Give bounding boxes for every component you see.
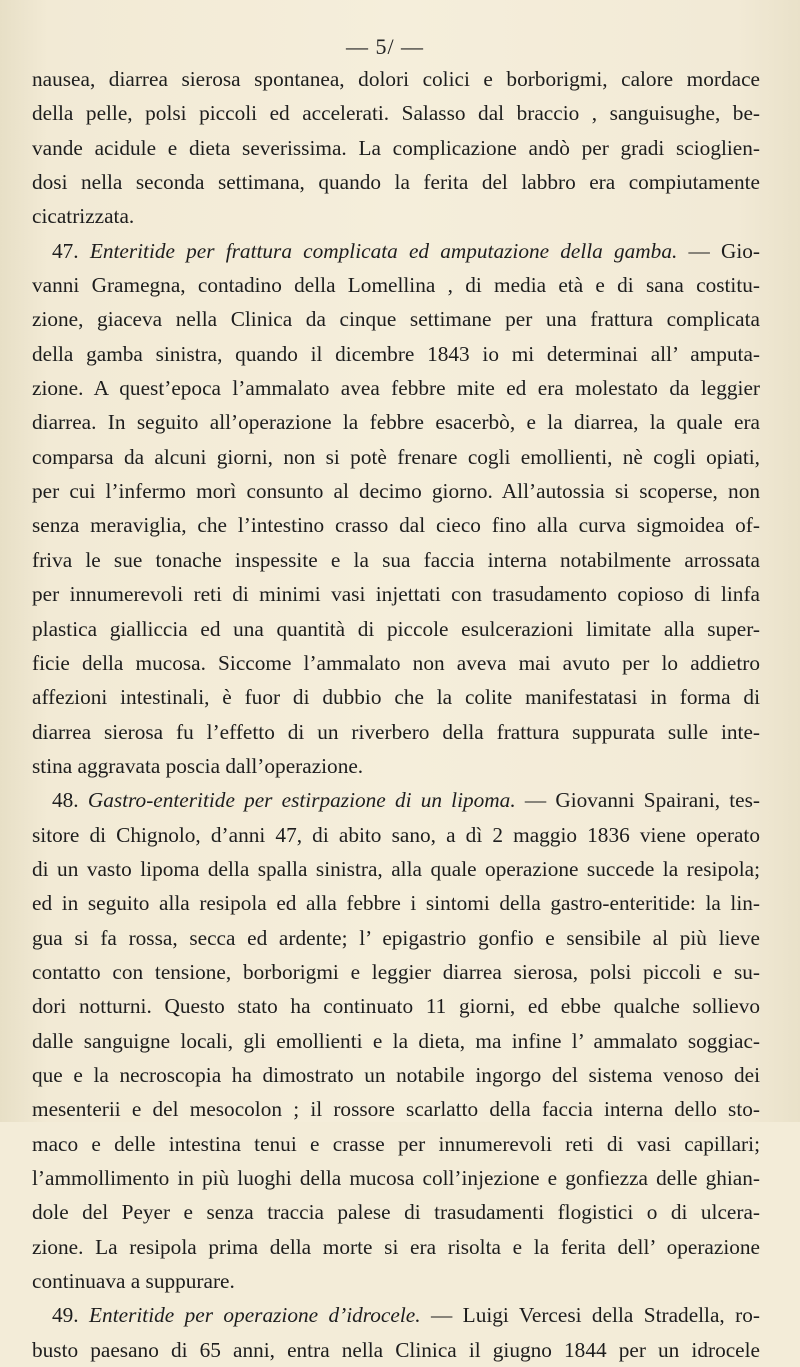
- text-line: zione. A quest’epoca l’ammalato avea febbre mite ed era molestato da leggier: [32, 376, 760, 401]
- text-fragment: — Luigi Vercesi della Stradella, ro-: [430, 1303, 760, 1328]
- section-48-heading-line: [32, 783, 760, 817]
- text-line: per innumerevoli reti di minimi vasi injettati con trasudamento copioso di linfa: [32, 582, 760, 607]
- text-line: comparsa da alcuni giorni, non si potè frenare cogli emollienti, nè cogli opiati,: [32, 444, 760, 469]
- text-line: per cui l’infermo morì consunto al decimo giorno. All’autossia si scoperse, non: [32, 479, 760, 504]
- body-text: [32, 62, 760, 1367]
- text-line: cicatrizzata.: [32, 204, 135, 229]
- text-fragment: — Giovanni Spairani, tes-: [524, 788, 760, 813]
- text-line: plastica gialliccia ed una quantità di piccole esulcerazioni limitate alla super-: [32, 616, 760, 641]
- text-line: sitore di Chignolo, d’anni 47, di abito sano, a dì 2 maggio 1836 viene operato: [32, 822, 760, 847]
- text-line: stina aggravata poscia dall’operazione.: [32, 753, 364, 778]
- text-fragment: Gio-: [720, 238, 761, 263]
- section-title: Gastro-enteritide per estirpazione di un lipoma.: [87, 788, 516, 813]
- text-line: contatto con tensione, borborigmi e leggier diarrea sierosa, polsi piccoli e su-: [32, 959, 760, 984]
- text-line: dosi nella seconda settimana, quando la ferita del labbro era compiutamente: [32, 170, 760, 195]
- text-line: que e la necroscopia ha dimostrato un notabile ingorgo del sistema venoso dei: [32, 1062, 760, 1087]
- text-line: dole del Peyer e senza traccia palese di trasudamenti flogistici o di ulcera-: [32, 1200, 760, 1225]
- section-47-heading-line: [32, 234, 760, 268]
- text-line: ed in seguito alla resipola ed alla febbre i sintomi della gastro-enteritide: la lin-: [32, 891, 760, 916]
- text-line: zione, giaceva nella Clinica da cinque settimane per una frattura complicata: [32, 307, 760, 332]
- text-line: zione. La resipola prima della morte si era risolta e la ferita dell’ operazione: [32, 1234, 760, 1259]
- text-line: maco e delle intestina tenui e crasse per innumerevoli reti di vasi capillari;: [32, 1131, 760, 1156]
- section-title: Enteritide per operazione d’idrocele.: [89, 1303, 421, 1328]
- section-number: 49.: [52, 1303, 79, 1328]
- text-line: vande acidule e dieta severissima. La complicazione andò per gradi scioglien-: [32, 135, 760, 160]
- dash: —: [688, 238, 710, 263]
- section-49-heading-line: [32, 1298, 760, 1332]
- text-line: senza meraviglia, che l’intestino crasso dal cieco fino alla curva sigmoidea of-: [32, 513, 760, 538]
- text-line: continuava a suppurare.: [32, 1269, 235, 1294]
- section-number: 47.: [52, 238, 79, 263]
- text-line: mesenterii e del mesocolon ; il rossore scarlatto della faccia interna dello sto-: [32, 1097, 760, 1122]
- text-line: della gamba sinistra, quando il dicembre 1843 io mi determinai all’ amputa-: [32, 341, 760, 366]
- page-number: — 5/ —: [345, 34, 425, 59]
- text-line: affezioni intestinali, è fuor di dubbio che la colite manifestatasi in forma di: [32, 685, 760, 710]
- text-line: della pelle, polsi piccoli ed accelerati. Salasso dal braccio , sanguisughe, be-: [32, 101, 760, 126]
- text-line: busto paesano di 65 anni, entra nella Clinica il giugno 1844 per un idrocele: [32, 1337, 760, 1362]
- text-line: ficie della mucosa. Siccome l’ammalato non aveva mai avuto per lo addietro: [32, 650, 760, 675]
- text-line: diarrea. In seguito all’operazione la febbre esacerbò, e la diarrea, la quale era: [32, 410, 760, 435]
- text-line: l’ammollimento in più luoghi della mucosa coll’injezione e gonfiezza delle ghian-: [32, 1166, 760, 1190]
- text-line: nausea, diarrea sierosa spontanea, dolori colici e borborigmi, calore mordace: [32, 67, 760, 91]
- text-line: dori notturni. Questo stato ha continuato 11 giorni, ed ebbe qualche sollievo: [32, 994, 760, 1019]
- text-line: di un vasto lipoma della spalla sinistra, alla quale operazione succede la resipola;: [32, 856, 760, 881]
- text-line: dalle sanguigne locali, gli emollienti e la dieta, ma infine l’ ammalato soggiac-: [32, 1028, 760, 1053]
- text-line: friva le sue tonache inspessite e la sua faccia interna notabilmente arrossata: [32, 547, 760, 572]
- text-line: gua si fa rossa, secca ed ardente; l’ epigastrio gonfio e sensibile al più lieve: [32, 925, 760, 950]
- section-title: Enteritide per frattura complicata ed amputazione della gamba.: [89, 238, 678, 263]
- text-line: vanni Gramegna, contadino della Lomellina , di media età e di sana costitu-: [32, 273, 760, 298]
- section-number: 48.: [52, 788, 79, 813]
- text-line: diarrea sierosa fu l’effetto di un riverbero della frattura suppurata sulle inte-: [32, 719, 760, 744]
